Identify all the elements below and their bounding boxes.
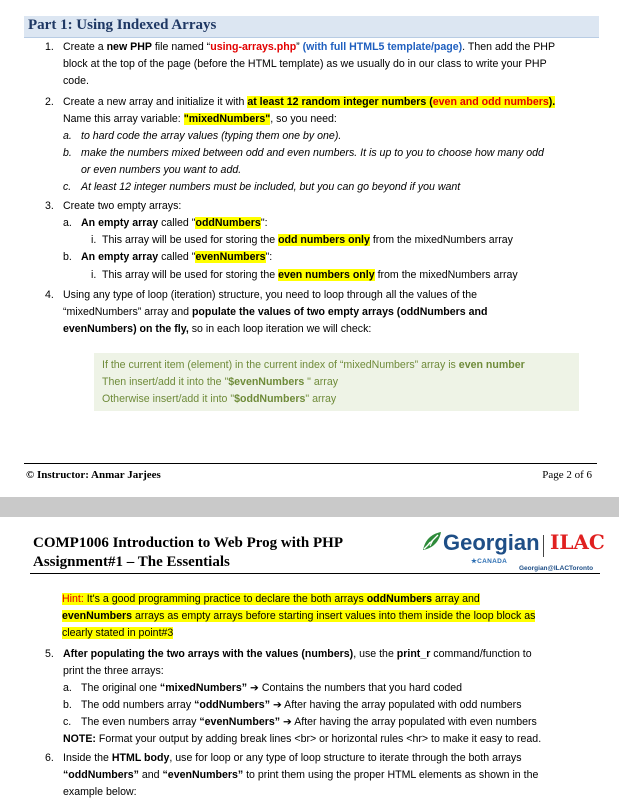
sublist-text: An empty array called "oddNumbers": — [81, 217, 268, 229]
list-item-text: Using any type of loop (iteration) structure, you need to loop through all the values of the — [63, 289, 477, 301]
list-item-text: Inside the HTML body, use for loop or any type of loop structure to iterate through the both arrays — [63, 752, 522, 764]
sublist-letter: a. — [63, 130, 72, 142]
list-number: 3. — [45, 200, 54, 212]
footer-page-number: Page 2 of 6 — [542, 469, 592, 481]
logo-canada-text: ★CANADA — [471, 558, 508, 565]
list-item-text: Create two empty arrays: — [63, 200, 182, 212]
list-item-text: “mixedNumbers” array and populate the values of two empty arrays (oddNumbers and — [63, 306, 488, 318]
georgian-logo-text: Georgian — [443, 530, 540, 555]
pseudocode-box — [94, 353, 579, 411]
section-heading — [24, 16, 599, 38]
logo-subtitle: Georgian@ILACToronto — [519, 565, 594, 572]
course-title: COMP1006 Introduction to Web Prog with PHP — [33, 535, 344, 551]
hint-line: Hint: It's a good programming practice to declare the both arrays oddNumbers array and — [62, 593, 480, 605]
sublist-letter: c. — [63, 716, 72, 728]
list-number: 6. — [45, 752, 54, 764]
pseudocode-line: Then insert/add it into the "$evenNumbers " array — [102, 376, 339, 388]
footer-divider — [24, 463, 597, 464]
assignment-title: Assignment#1 – The Essentials — [33, 554, 230, 570]
sublist-text: This array will be used for storing the odd numbers only from the mixedNumbers array — [102, 234, 513, 246]
footer-instructor: © Instructor: Anmar Jarjees — [26, 469, 161, 481]
sublist-text: make the numbers mixed between odd and even numbers. It is up to you to choose how many odd — [81, 147, 544, 159]
list-item-text: code. — [63, 75, 89, 87]
list-number: 5. — [45, 648, 54, 660]
list-item-text: block at the top of the page (before the HTML template) as we usually do in our class to write your PHP — [63, 58, 547, 70]
page-separator — [0, 497, 619, 517]
list-item-text: After populating the two arrays with the values (numbers), use the print_r command/function to — [63, 648, 532, 660]
list-item-text: “oddNumbers” and “evenNumbers” to print them using the proper HTML elements as shown in the — [63, 769, 539, 781]
list-item-text: print the three arrays: — [63, 665, 164, 677]
ilac-logo-text: ILAC — [550, 530, 605, 554]
sublist-text: or even numbers you want to add. — [81, 164, 242, 176]
sublist-text: The even numbers array “evenNumbers” ➔ After having the array populated with even numbers — [81, 716, 537, 728]
sublist-letter: b. — [63, 251, 72, 263]
sublist-text: At least 12 integer numbers must be included, but you can go beyond if you want — [81, 181, 461, 193]
sublist-text: This array will be used for storing the even numbers only from the mixedNumbers array — [102, 269, 518, 281]
georgian-leaf-icon — [421, 530, 443, 554]
list-item-text: evenNumbers) on the fly, so in each loop iteration we will check: — [63, 323, 372, 335]
sublist-letter: b. — [63, 147, 72, 159]
list-number: 4. — [45, 289, 54, 301]
list-item-text: Name this array variable: "mixedNumbers", so you need: — [63, 113, 337, 125]
document-page-3 — [0, 517, 619, 811]
hint-box — [62, 592, 582, 644]
list-number: 1. — [45, 41, 54, 53]
sublist-letter: c. — [63, 181, 72, 193]
logo-divider — [543, 535, 544, 557]
hint-line: evenNumbers arrays as empty arrays before starting insert values into them inside the loop block as — [62, 610, 536, 622]
pseudocode-line: Otherwise insert/add it into "$oddNumbers" array — [102, 393, 337, 405]
hint-line: clearly stated in point#3 — [62, 627, 174, 639]
list-item-text: Create a new PHP file named “using-arrays.php” (with full HTML5 template/page). Then add the PHP — [63, 41, 556, 53]
sublist-letter: b. — [63, 699, 72, 711]
note-text: NOTE: Format your output by adding break lines <br> or horizontal rules <hr> to make it easy to read. — [63, 733, 542, 745]
list-item-text: Create a new array and initialize it with at least 12 random integer numbers (even and odd numbers). — [63, 96, 556, 108]
list-number: 2. — [45, 96, 54, 108]
header-divider — [30, 573, 600, 574]
sublist-text: An empty array called "evenNumbers": — [81, 251, 273, 263]
sublist-roman: i. — [91, 269, 97, 281]
sublist-letter: a. — [63, 217, 72, 229]
section-title: Part 1: Using Indexed Arrays — [28, 17, 217, 33]
sublist-letter: a. — [63, 682, 72, 694]
list-item-text: example below: — [63, 786, 137, 798]
sublist-text: The odd numbers array “oddNumbers” ➔ After having the array populated with odd numbers — [81, 699, 522, 711]
sublist-roman: i. — [91, 234, 97, 246]
pseudocode-line: If the current item (element) in the current index of “mixedNumbers” array is even number — [102, 359, 525, 371]
sublist-text: to hard code the array values (typing them one by one). — [81, 130, 342, 142]
sublist-text: The original one “mixedNumbers” ➔ Contains the numbers that you hard coded — [81, 682, 463, 694]
